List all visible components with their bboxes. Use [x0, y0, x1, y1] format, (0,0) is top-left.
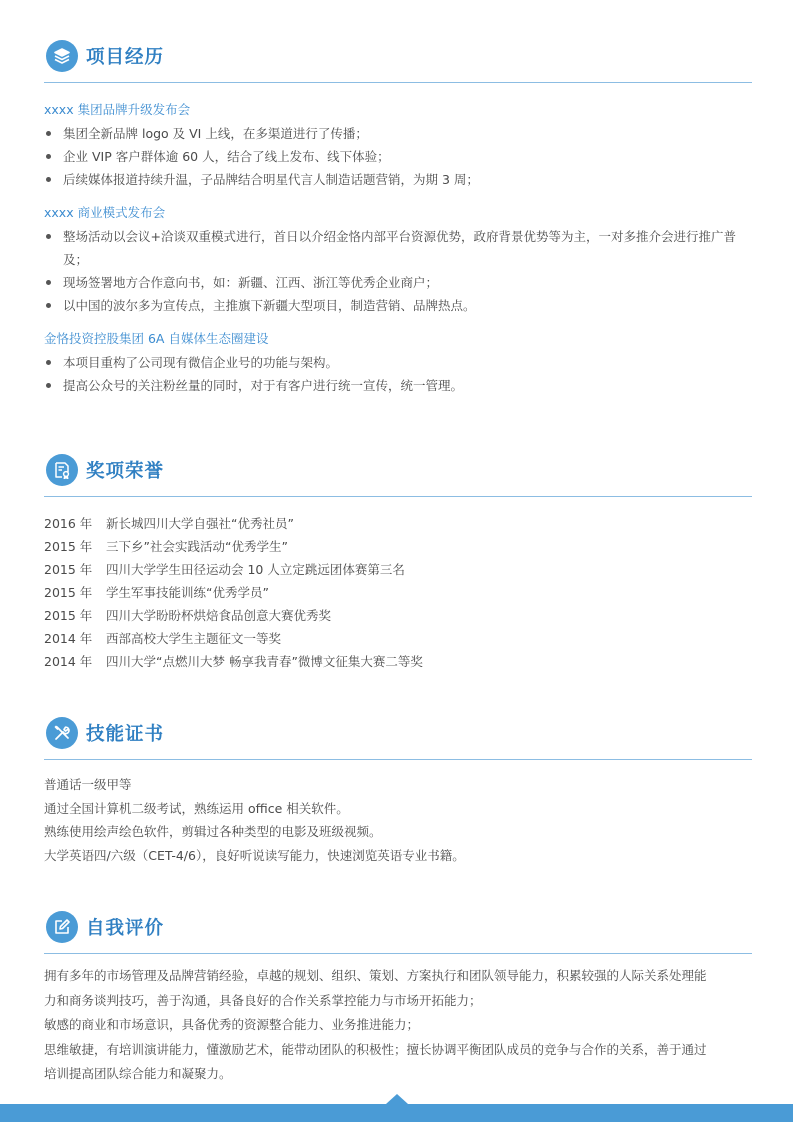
award-text: 四川大学盼盼杯烘焙食品创意大赛优秀奖 — [106, 608, 332, 623]
footer-bar — [0, 1104, 793, 1122]
project-name: xxxx 商业模式发布会 — [44, 205, 166, 220]
award-text: 四川大学学生田径运动会 10 人立定跳远团体赛第三名 — [106, 562, 405, 577]
award-row — [44, 581, 752, 604]
skill-line: 通过全国计算机二级考试，熟练运用 office 相关软件。 — [44, 800, 349, 816]
award-row — [44, 627, 752, 650]
skills-header — [44, 717, 752, 753]
award-row — [44, 650, 752, 673]
award-text: 学生军事技能训练“优秀学员” — [106, 585, 269, 600]
list-item: 集团全新品牌 logo 及 VI 上线，在多渠道进行了传播； — [44, 122, 752, 145]
award-text: 新长城四川大学自强社“优秀社员” — [106, 516, 294, 531]
award-text: 三下乡”社会实践活动“优秀学生” — [106, 539, 288, 554]
list-item: 现场签署地方合作意向书，如：新疆、江西、浙江等优秀企业商户； — [44, 271, 752, 294]
edit-icon — [46, 911, 78, 943]
list-item: 提高公众号的关注粉丝量的同时，对于有客户进行统一宣传，统一管理。 — [44, 374, 752, 397]
award-year: 2015 年 — [44, 539, 93, 554]
self-eval-header — [44, 911, 752, 947]
section-divider — [44, 759, 752, 760]
section-divider — [44, 82, 752, 83]
award-text: 西部高校大学生主题征文一等奖 — [106, 631, 282, 646]
awards-body — [44, 512, 752, 673]
project-name: 金恪投资控股集团 6A 自媒体生态圈建设 — [44, 331, 269, 346]
certificate-icon — [46, 454, 78, 486]
award-year: 2015 年 — [44, 562, 93, 577]
self-eval-section — [44, 911, 752, 1081]
award-year: 2014 年 — [44, 654, 93, 669]
project-name: xxxx 集团品牌升级发布会 — [44, 102, 191, 117]
project-bullets — [44, 122, 752, 191]
skill-line: 普通话一级甲等 — [44, 777, 132, 792]
award-row — [44, 604, 752, 627]
award-year: 2014 年 — [44, 631, 93, 646]
self-eval-title: 自我评价 — [86, 918, 165, 939]
award-row — [44, 535, 752, 558]
awards-section — [44, 454, 752, 669]
skill-line: 熟练使用绘声绘色软件，剪辑过各种类型的电影及班级视频。 — [44, 824, 382, 839]
skills-section — [44, 717, 752, 863]
list-item: 本项目重构了公司现有微信企业号的功能与架构。 — [44, 351, 752, 374]
award-text: 四川大学“点燃川大梦 畅享我青春”微博文征集大赛二等奖 — [106, 654, 423, 669]
paragraph-line: 敏感的商业和市场意识，具备优秀的资源整合能力、业务推进能力； — [44, 1017, 420, 1032]
award-year: 2016 年 — [44, 516, 93, 531]
project-bullets — [44, 225, 752, 317]
award-row — [44, 512, 752, 535]
layers-icon — [46, 40, 78, 72]
self-eval-body — [44, 964, 752, 1087]
awards-header — [44, 454, 752, 490]
section-divider — [44, 953, 752, 954]
projects-section — [44, 40, 752, 393]
footer-triangle — [386, 1094, 408, 1104]
paragraph-line: 拥有多年的市场管理及品牌营销经验，卓越的规划、组织、策划、方案执行和团队领导能力，积累较强的人际关系处理能 — [44, 968, 707, 983]
award-row — [44, 558, 752, 581]
list-item: 后续媒体报道持续升温，子品牌结合明星代言人制造话题营销，为期 3 周； — [44, 168, 752, 191]
list-item: 整场活动以会议+洽谈双重模式进行，首日以介绍金恪内部平台资源优势，政府背景优势等为主，一对多推介会进行推广普及； — [44, 225, 752, 271]
project-bullets — [44, 351, 752, 397]
skill-line: 大学英语四/六级（CET-4/6），良好听说读写能力，快速浏览英语专业书籍。 — [44, 847, 465, 863]
projects-header — [44, 40, 752, 76]
paragraph-line: 培训提高团队综合能力和凝聚力。 — [44, 1066, 232, 1081]
section-divider — [44, 496, 752, 497]
tools-icon — [46, 717, 78, 749]
award-year: 2015 年 — [44, 608, 93, 623]
awards-title: 奖项荣誉 — [86, 461, 165, 482]
paragraph-line: 思维敏捷，有培训演讲能力，懂激励艺术，能带动团队的积极性；擅长协调平衡团队成员的竞争与合作的关系，善于通过 — [44, 1041, 707, 1057]
skills-body — [44, 773, 752, 867]
paragraph-line: 力和商务谈判技巧，善于沟通，具备良好的合作关系掌控能力与市场开拓能力； — [44, 992, 482, 1008]
projects-body — [44, 98, 752, 407]
skills-title: 技能证书 — [86, 724, 165, 745]
award-year: 2015 年 — [44, 585, 93, 600]
list-item: 企业 VIP 客户群体逾 60 人，结合了线上发布、线下体验； — [44, 145, 752, 168]
projects-title: 项目经历 — [86, 47, 165, 68]
list-item: 以中国的波尔多为宣传点，主推旗下新疆大型项目，制造营销、品牌热点。 — [44, 294, 752, 317]
